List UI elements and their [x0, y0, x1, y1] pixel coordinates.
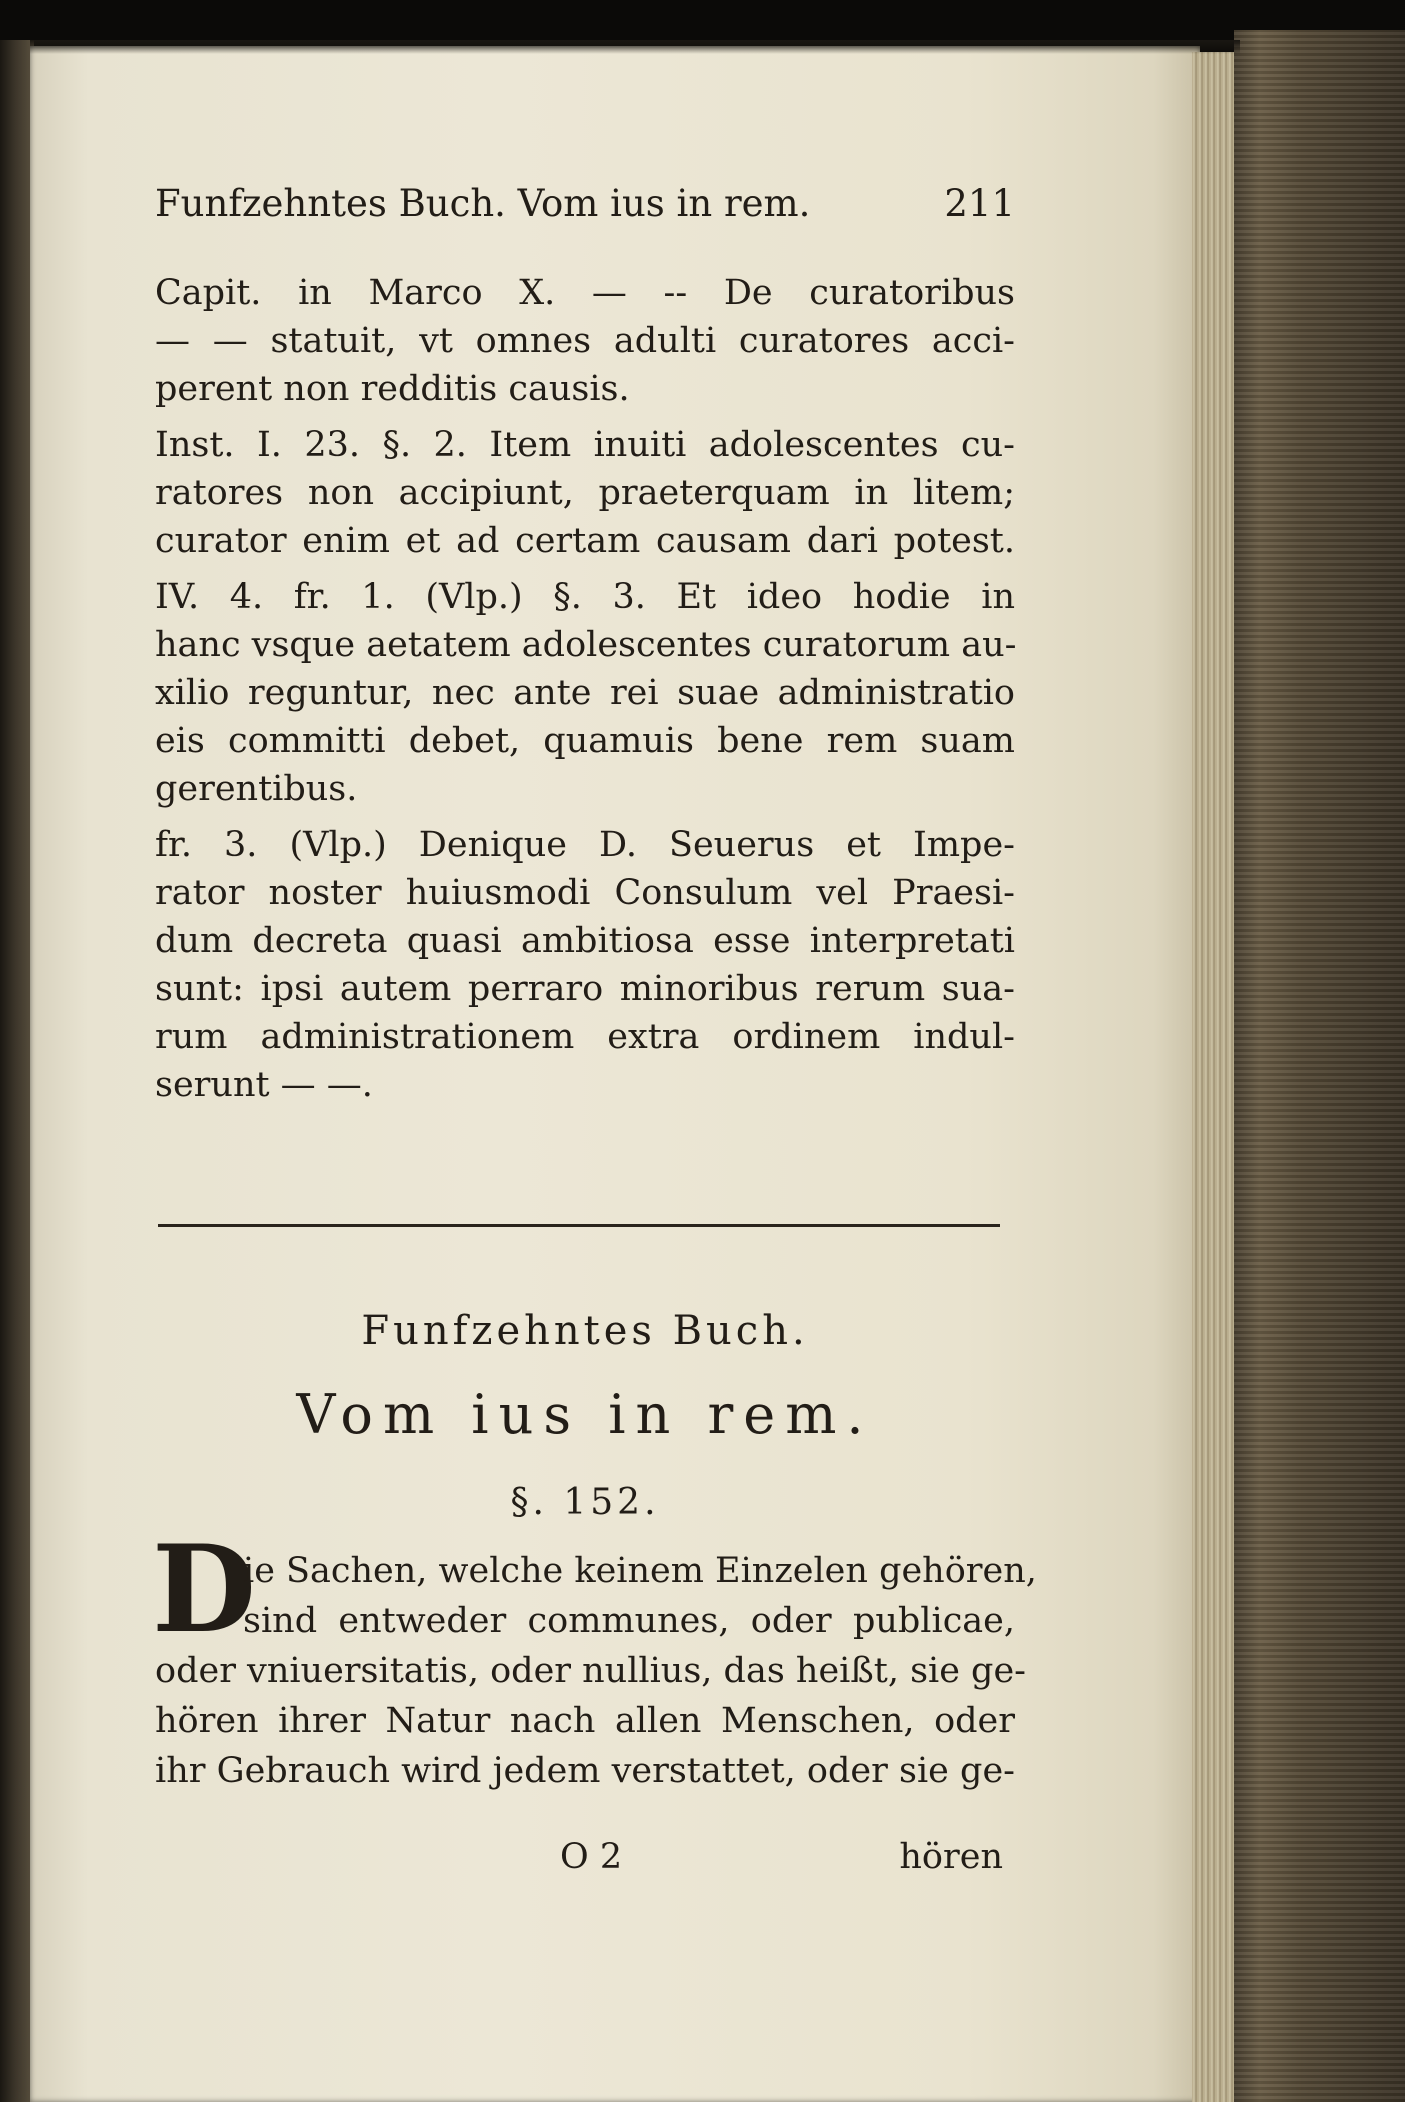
text-line: sind entweder communes, oder publicae,: [243, 1601, 1015, 1641]
text-line: Capit. in Marco X. — -- De curatoribus: [155, 273, 1015, 313]
section-divider-rule: [158, 1224, 1000, 1227]
running-head: [155, 178, 1015, 230]
text-line: curator enim et ad certam causam dari potest.: [155, 521, 1015, 561]
text-line: perent non redditis causis.: [155, 369, 630, 409]
drop-cap: D: [152, 1519, 257, 1660]
text-line: ie Sachen, welche keinem Einzelen gehören,: [243, 1551, 1037, 1591]
text-line: rum administrationem extra ordinem indul-: [155, 1017, 1015, 1057]
text-line: — — statuit, vt omnes adulti curatores acci-: [155, 321, 1015, 361]
text-line: rator noster huiusmodi Consulum vel Praesi-: [155, 873, 1015, 913]
book-cover-edge: [1234, 30, 1405, 2102]
top-shadow: [30, 40, 1240, 54]
text-line: hanc vsque aetatem adolescentes curatorum au-: [155, 625, 1017, 665]
page-number: 211: [944, 182, 1015, 225]
section-number: §. 152.: [510, 1482, 660, 1523]
text-line: dum decreta quasi ambitiosa esse interpretati: [155, 921, 1015, 961]
text-line: gerentibus.: [155, 769, 358, 809]
text-line: serunt — —.: [155, 1065, 373, 1105]
text-line: eis committi debet, quamuis bene rem suam: [155, 721, 1015, 761]
page-stack-edge: [1192, 52, 1234, 2102]
text-line: oder vniuersitatis, oder nullius, das heißt, sie ge-: [155, 1651, 1027, 1691]
book-title: Funfzehntes Buch.: [361, 1308, 809, 1354]
text-line: IV. 4. fr. 1. (Vlp.) §. 3. Et ideo hodie in: [155, 577, 1015, 617]
text-line: hören ihrer Natur nach allen Menschen, oder: [155, 1701, 1015, 1741]
signature-mark: O 2: [560, 1837, 623, 1877]
text-line: fr. 3. (Vlp.) Denique D. Seuerus et Impe-: [155, 825, 1015, 865]
text-line: Inst. I. 23. §. 2. Item inuiti adolescentes cu-: [155, 425, 1015, 465]
chapter-title: Vom ius in rem.: [296, 1383, 874, 1446]
running-head-title: Funfzehntes Buch. Vom ius in rem.: [155, 182, 811, 225]
text-line: xilio reguntur, nec ante rei suae administratio: [155, 673, 1015, 713]
text-line: sunt: ipsi autem perraro minoribus rerum sua-: [155, 969, 1015, 1009]
text-line: ratores non accipiunt, praeterquam in litem;: [155, 473, 1015, 513]
text-line: ihr Gebrauch wird jedem verstattet, oder sie ge-: [155, 1751, 1015, 1791]
left-page-edge: [0, 40, 34, 2102]
catchword: hören: [899, 1837, 1003, 1877]
